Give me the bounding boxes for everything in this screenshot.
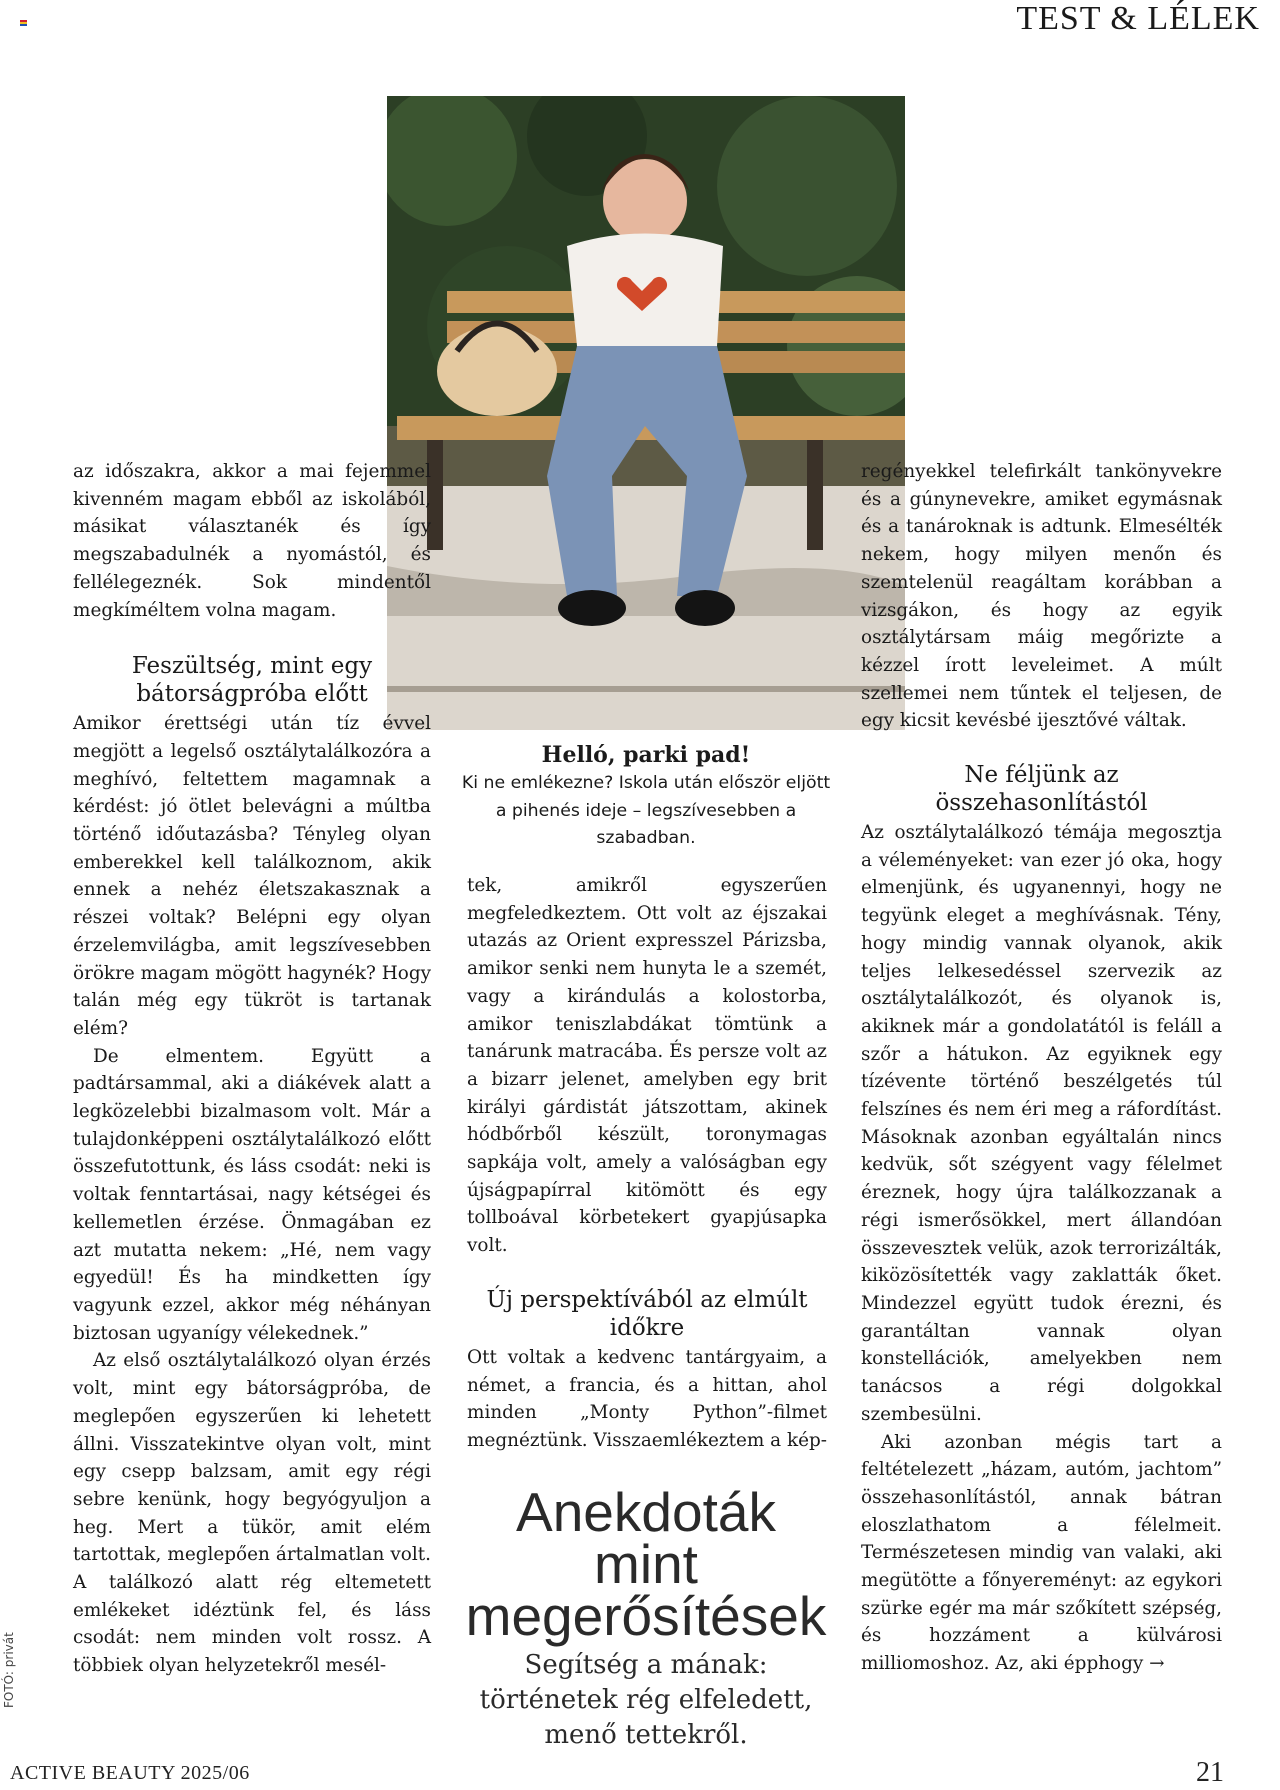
curb-line bbox=[387, 686, 905, 692]
paragraph-text: Aki azonban mégis tart a feltételezett „házam, autóm, jachtom” összehasonlítástól, annak bátran eloszlathatom a félelmeit. Természetesen mindig van valaki, aki megütötte a főnyereményt: az egykori szürke egér ma már szőkített szépség, és hozzáment a külvárosi milliomoshoz. Az, aki épphogy bbox=[861, 1431, 1222, 1675]
subheading: Feszültség, mint egy bátorságpróba előtt bbox=[131, 653, 373, 708]
paragraph: De elmentem. Együtt a padtársammal, aki a diákévek alatt a legközelebbi bizalmasom volt. Már a tulajdonképpeni osztálytalálkozó előtt összefutottunk, és láss csodát: neki is voltak fenntartásai, nagy kétségei és kellemetlen érzése. Önmagában ez azt mutatta nekem: „Hé, nem vagy egyedül! És ha mindketten így vagyunk ezzel, akkor még néhányan biztosan ugyanígy vélekednek.” bbox=[73, 1045, 431, 1344]
flag-icon bbox=[20, 20, 27, 27]
pull-quote-title: Anekdoták mint megerősítések bbox=[465, 1481, 827, 1647]
photo-caption bbox=[460, 740, 832, 853]
paragraph: tek, amikről egyszerűen megfeledkeztem. Ott volt az éjszakai utazás az Orient expresszel Párizsba, amikor senki nem hunyta le a szemét, vagy a kirándulás a kolostorba, amikor teniszlabdákat tömtünk a tanárunk matracába. És persze volt az a bizarr jelenet, amelyben egy brit királyi gárdistát játszottam, akinek hódbőrből készült, toronymagas sapkája volt, amely a valóságban egy újságpapírral kitömött és egy tollboával körbetekert gyapjúsapka volt. bbox=[467, 875, 827, 1257]
foliage-blob bbox=[717, 96, 897, 276]
paragraph: regényekkel telefirkált tankönyvekre és a gúnynevekre, amiket egymásnak és a tanároknak is adtunk. Elmesélték nekem, hogy milyen menőn és szemtelenül reagáltam korábban a vizsgákon, és hogy az egyik osztálytársam máig megőrizte a kézzel írott leveleimet. A múlt szellemei nem tűntek el teljesen, de egy kicsit kevésbé ijesztővé váltak. bbox=[861, 461, 1222, 732]
shoe bbox=[558, 590, 626, 626]
section-title: TEST & LÉLEK bbox=[1016, 0, 1260, 37]
subheading: Új perspektívából az elmúlt időkre bbox=[486, 1286, 808, 1341]
flag-stripe-blue bbox=[20, 24, 27, 26]
bench-leg bbox=[807, 440, 823, 550]
article-column-1 bbox=[73, 458, 431, 1680]
photo-illustration bbox=[387, 96, 905, 730]
paragraph: Az első osztálytalálkozó olyan érzés volt, mint egy bátorságpróba, de meglepően egyszerűen ki lehetett állni. Visszatekintve olyan volt, mint egy csepp balzsam, amit egy régi sebre kenünk, hogy begyógyuljon a heg. Mert a tükör, amit elém tartottak, meglepően ártalmatlan volt. A találkozó alatt rég eltemetett emlékeket idéztünk fel, és láss csodát: nem minden volt rossz. A többiek olyan helyzetekről mesél- bbox=[73, 1350, 431, 1677]
article-column-2 bbox=[467, 872, 827, 1455]
paragraph bbox=[861, 1429, 1222, 1678]
subheading: Ne féljünk az összehasonlítástól bbox=[935, 762, 1148, 817]
paragraph: Ott voltak a kedvenc tantárgyaim, a német, a francia, és a hittan, ahol minden „Monty Python”-filmet megnéztünk. Visszaemlékeztem a kép- bbox=[467, 1346, 827, 1451]
paragraph: Amikor érettségi után tíz évvel megjött a legelső osztálytalálkozóra a meghívó, feltettem magamnak a kérdést: jó ötlet belevágni a múltba történő időutazásba? Tényleg olyan emberekkel kell találkoznom, akik ennek a nehéz életszakasznak a részei voltak? Belépni egy olyan érzelemvilágba, amit legszívesebben örökre magam mögött hagynék? Hogy talán még egy tükröt is tartanak elém? bbox=[73, 713, 431, 1039]
paragraph: Az osztálytalálkozó témája megosztja a véleményeket: van ezer jó oka, hogy elmenjünk, és ugyanennyi, hogy ne tegyünk eleget a meghívásnak. Tény, hogy mindig vannak olyanok, akik teljes lelkesedéssel szervezik az osztálytalálkozót, és olyanok is, akiknek már a gondolatától is feláll a szőr a hátukon. Az egyiknek egy tízévente történő beszélgetés túl felszínes és nem éri meg a ráfordítást. Másoknak azonban egyáltalán nincs kedvük, sőt szégyent vagy félelmet éreznek, hogy újra találkozzanak a régi ismerősökkel, mert állandóan összevesztek velük, azok terrorizálták, kiközösítették vagy zaklatták őket. Mindezzel együtt tudok érezni, és garantáltan vannak olyan konstellációk, amelyekben nem tanácsos a régi dolgokkal szembesülni. bbox=[861, 822, 1222, 1425]
handbag bbox=[437, 326, 557, 416]
pull-quote-subtitle: Segítség a mának: történetek rég elfeledett, menő tettekről. bbox=[479, 1650, 813, 1750]
caption-title: Helló, parki pad! bbox=[541, 742, 751, 768]
photo-credit: FOTÓ: privát bbox=[2, 1632, 16, 1708]
article-column-3 bbox=[861, 458, 1222, 1678]
shoe bbox=[675, 590, 735, 626]
page-number: 21 bbox=[1196, 1757, 1224, 1788]
pull-quote bbox=[460, 1481, 832, 1753]
article-photo bbox=[387, 96, 905, 730]
caption-text: Ki ne emlékezne? Iskola után először eljött a pihenés ideje – legszívesebben a szabadban. bbox=[461, 773, 831, 848]
continue-arrow-icon: → bbox=[1149, 1653, 1165, 1675]
magazine-issue: ACTIVE BEAUTY 2025/06 bbox=[10, 1762, 250, 1784]
paragraph: az időszakra, akkor a mai fejemmel kivenném magam ebből az iskolából, másikat választanék és így megszabadulnék a nyomástól, és fellélegeznék. Sok mindentől megkíméltem volna magam. bbox=[73, 461, 431, 621]
